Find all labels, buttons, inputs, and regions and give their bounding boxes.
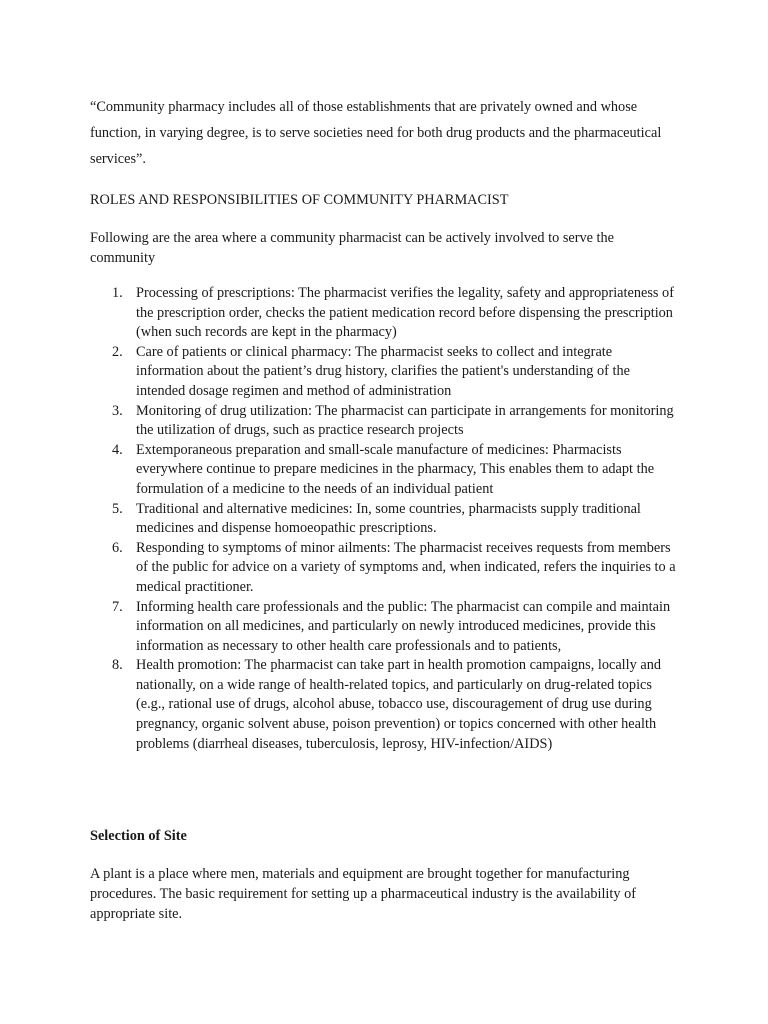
list-number: 1. — [112, 285, 123, 301]
list-number: 7. — [112, 598, 123, 615]
site-paragraph: A plant is a place where men, materials and equipment are brought together for manufacturing procedures. The basic requirement for setting up a pharmaceutical industry is the availability of appropriate site. — [90, 866, 637, 923]
list-item — [90, 539, 680, 598]
list-item-text: Traditional and alternative medicines: In, some countries, pharmacists supply traditional medicines and dispense homoeopathic prescriptions. — [136, 500, 641, 537]
list-number: 5. — [112, 500, 123, 517]
list-item — [90, 500, 680, 539]
list-item — [90, 343, 680, 402]
list-item — [90, 441, 680, 500]
list-number: 4. — [112, 441, 123, 458]
quote-paragraph: “Community pharmacy includes all of those establishments that are privately owned and whose function, in varying degree, is to serve societies need for both drug products and the pharmaceutical services”. — [90, 99, 662, 167]
roles-heading: ROLES AND RESPONSIBILITIES OF COMMUNITY PHARMACIST — [90, 192, 509, 208]
list-number: 2. — [112, 343, 123, 360]
list-item-text: Processing of prescriptions: The pharmacist verifies the legality, safety and appropriateness of the prescription order, checks the patient medication record before dispensing the prescription (when such records are kept in the pharmacy) — [136, 285, 674, 341]
list-item-text: Extemporaneous preparation and small-scale manufacture of medicines: Pharmacists everywhere continue to prepare medicines in the pharmacy, This enables them to adapt the formulation of a medicine to the needs of an individual patient — [136, 441, 655, 497]
list-item-text: Monitoring of drug utilization: The pharmacist can participate in arrangements for monitoring the utilization of drugs, such as practice research projects — [136, 402, 674, 439]
list-number: 8. — [112, 657, 123, 674]
list-item-text: Responding to symptoms of minor ailments: The pharmacist receives requests from members of the public for advice on a variety of symptoms and, when indicated, refers the inquiries to a medical practitioner. — [136, 539, 676, 595]
list-item — [90, 656, 680, 754]
site-heading: Selection of Site — [90, 828, 187, 845]
list-item-text: Informing health care professionals and the public: The pharmacist can compile and maintain information on all medicines, and particularly on newly introduced medicines, provide this information as necessary to other health care professionals and to patients, — [136, 598, 671, 654]
list-item-text: Care of patients or clinical pharmacy: The pharmacist seeks to collect and integrate information about the patient’s drug history, clarifies the patient's understanding of the intended dosage regimen and method of administration — [136, 343, 630, 399]
list-number: 6. — [112, 539, 123, 556]
list-item — [90, 402, 680, 441]
list-item-text: Health promotion: The pharmacist can take part in health promotion campaigns, locally and nationally, on a wide range of health-related topics, and particularly on drug-related topics (e.g., rational use of drugs, alcohol abuse, tobacco use, discouragement of drug use during pregnancy, organic solvent abuse, poison prevention) or topics concerned with other health problems (diarrheal diseases, tuberculosis, leprosy, HIV-infection/AIDS) — [136, 657, 661, 752]
roles-list — [90, 284, 680, 754]
intro-paragraph: Following are the area where a community pharmacist can be actively involved to serve the community — [90, 230, 615, 266]
list-item — [90, 284, 680, 343]
list-number: 3. — [112, 402, 123, 419]
list-item — [90, 598, 680, 657]
